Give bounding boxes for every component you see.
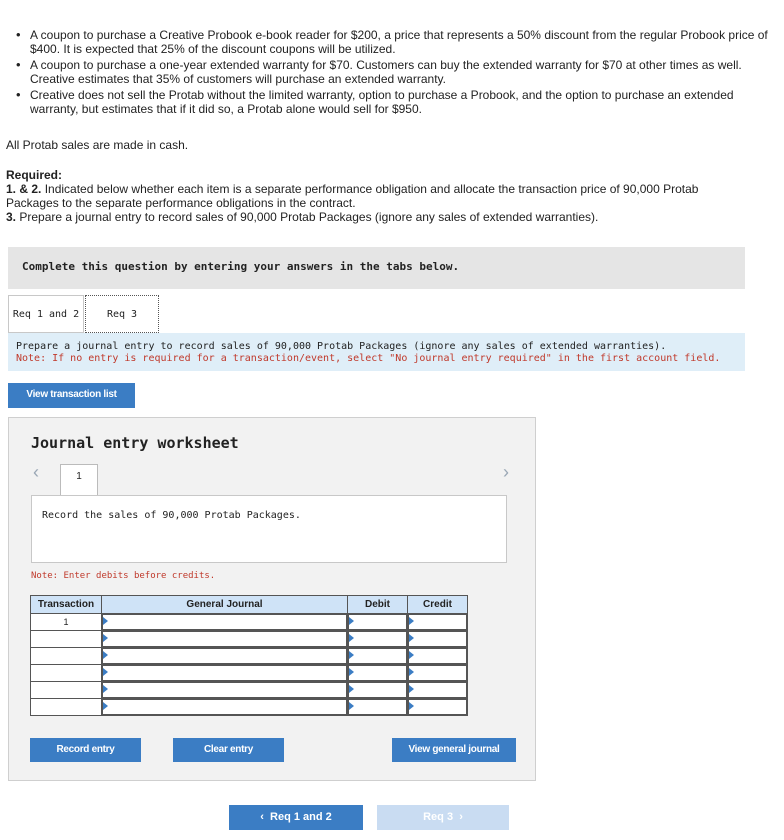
bullet-item: • Creative does not sell the Protab without the limited warranty, option to purchase a Probook, and the option to purchase an extended warranty, but estimates that if it did so, a Protab alone would sell for $950.: [20, 88, 780, 116]
worksheet-note: Note: Enter debits before credits.: [31, 571, 216, 581]
transaction-cell: 1: [31, 614, 102, 631]
required-item-number: 1. & 2.: [6, 182, 42, 196]
entry-tab-1[interactable]: 1: [60, 464, 98, 496]
required-title: Required:: [6, 168, 63, 182]
required-item-text: Indicated below whether each item is a separate performance obligation and allocate the transaction price of 90,000 Protab Packages to the separate performance obligations in the contract.: [6, 182, 699, 210]
transaction-cell: [31, 699, 102, 716]
instructions-note: Note: If no entry is required for a transaction/event, select "No journal entry required" in the first account field.: [16, 353, 721, 364]
required-section: [6, 168, 746, 224]
dropdown-arrow-icon: [103, 634, 108, 642]
prev-tab-label: Req 1 and 2: [270, 811, 332, 823]
table-row: [31, 648, 468, 665]
credit-field[interactable]: [408, 631, 468, 648]
credit-field[interactable]: [408, 682, 468, 699]
bullet-item: • A coupon to purchase a Creative Probook e-book reader for $200, a price that represents a 50% discount from the regular Probook price of $400. It is expected that 25% of the discount coupons will be utilized.: [20, 28, 780, 56]
table-row: [31, 614, 468, 631]
journal-table: [30, 595, 468, 716]
journal-entry-worksheet: [8, 417, 536, 781]
debit-field[interactable]: [348, 682, 408, 699]
debit-field[interactable]: [348, 665, 408, 682]
tab-req-3[interactable]: Req 3: [85, 295, 159, 333]
dropdown-arrow-icon: [409, 685, 414, 693]
transaction-cell: [31, 665, 102, 682]
required-item-1: [6, 182, 746, 210]
column-header: Debit: [348, 596, 408, 614]
dropdown-arrow-icon: [349, 651, 354, 659]
table-row: [31, 682, 468, 699]
next-tab-button: [377, 805, 509, 830]
dropdown-arrow-icon: [409, 668, 414, 676]
transaction-cell: [31, 682, 102, 699]
prev-tab-button[interactable]: [229, 805, 363, 830]
required-item-3: [6, 210, 746, 224]
account-field[interactable]: [102, 614, 348, 631]
dropdown-arrow-icon: [349, 634, 354, 642]
credit-field[interactable]: [408, 665, 468, 682]
record-entry-button[interactable]: Record entry: [30, 738, 141, 762]
tab-req-1-and-2[interactable]: Req 1 and 2: [8, 295, 84, 333]
credit-field[interactable]: [408, 648, 468, 665]
account-field[interactable]: [102, 699, 348, 716]
clear-entry-button[interactable]: Clear entry: [173, 738, 284, 762]
account-field[interactable]: [102, 631, 348, 648]
debit-field[interactable]: [348, 631, 408, 648]
credit-field[interactable]: [408, 614, 468, 631]
dropdown-arrow-icon: [103, 651, 108, 659]
required-item-text: Prepare a journal entry to record sales of 90,000 Protab Packages (ignore any sales of extended warranties).: [19, 210, 599, 224]
dropdown-arrow-icon: [349, 685, 354, 693]
table-row: [31, 631, 468, 648]
dropdown-arrow-icon: [103, 617, 108, 625]
transaction-cell: [31, 648, 102, 665]
view-general-journal-button[interactable]: View general journal: [392, 738, 516, 762]
dropdown-arrow-icon: [349, 668, 354, 676]
chevron-left-icon[interactable]: ‹: [33, 462, 39, 482]
account-field[interactable]: [102, 665, 348, 682]
chevron-right-icon: ›: [459, 811, 463, 823]
dropdown-arrow-icon: [409, 634, 414, 642]
instructions-text: Prepare a journal entry to record sales of 90,000 Protab Packages (ignore any sales of extended warranties).: [16, 341, 667, 352]
bullet-item: • A coupon to purchase a one-year extended warranty for $70. Customers can buy the extended warranty for $70 at other times as well. Creative estimates that 35% of customers will purchase an extended warranty.: [20, 58, 780, 86]
debit-field[interactable]: [348, 699, 408, 716]
instruction-banner: Complete this question by entering your answers in the tabs below.: [8, 247, 745, 289]
dropdown-arrow-icon: [103, 668, 108, 676]
credit-field[interactable]: [408, 699, 468, 716]
column-header: General Journal: [102, 596, 348, 614]
account-field[interactable]: [102, 682, 348, 699]
worksheet-title: Journal entry worksheet: [31, 434, 239, 452]
dropdown-arrow-icon: [349, 617, 354, 625]
table-row: [31, 699, 468, 716]
account-field[interactable]: [102, 648, 348, 665]
dropdown-arrow-icon: [103, 702, 108, 710]
entry-description: Record the sales of 90,000 Protab Packages.: [31, 495, 507, 563]
dropdown-arrow-icon: [349, 702, 354, 710]
required-item-number: 3.: [6, 210, 17, 224]
chevron-left-icon: ‹: [260, 811, 264, 823]
dropdown-arrow-icon: [103, 685, 108, 693]
next-tab-label: Req 3: [423, 811, 454, 823]
tab-instructions: [8, 333, 745, 371]
debit-field[interactable]: [348, 648, 408, 665]
dropdown-arrow-icon: [409, 651, 414, 659]
view-transaction-list-button[interactable]: View transaction list: [8, 383, 135, 408]
column-header: Credit: [408, 596, 468, 614]
dropdown-arrow-icon: [409, 617, 414, 625]
transaction-cell: [31, 631, 102, 648]
table-row: [31, 665, 468, 682]
cash-note: All Protab sales are made in cash.: [6, 138, 189, 152]
dropdown-arrow-icon: [409, 702, 414, 710]
chevron-right-icon[interactable]: ›: [503, 462, 509, 482]
debit-field[interactable]: [348, 614, 408, 631]
column-header: Transaction: [31, 596, 102, 614]
intro-bullet-list: [10, 28, 780, 118]
